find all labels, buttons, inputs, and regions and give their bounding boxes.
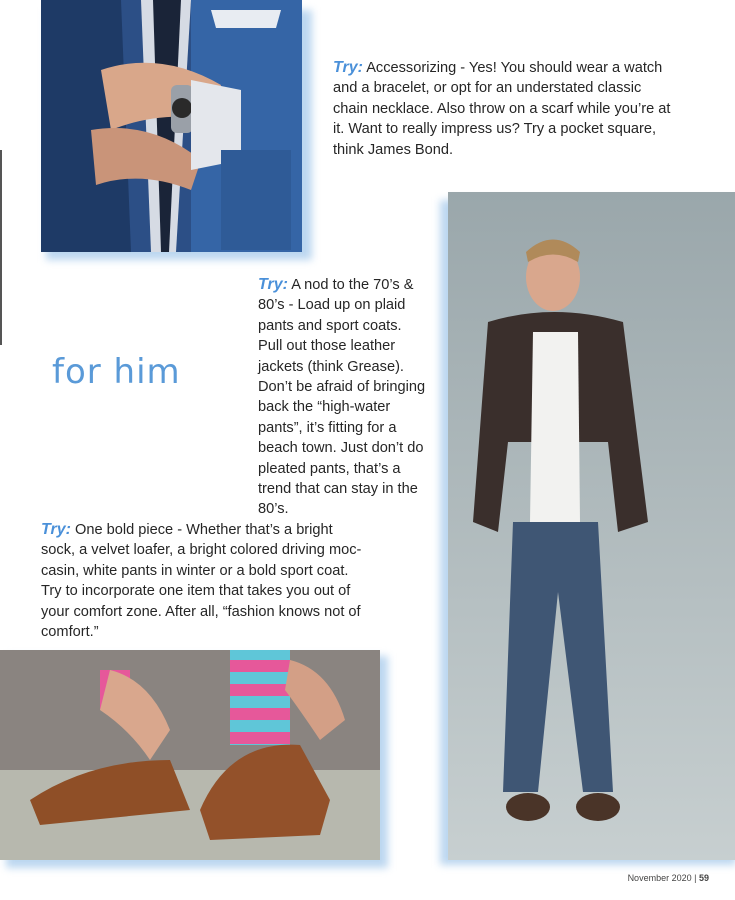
page-heading: for him xyxy=(52,352,181,392)
seventies-eighties-paragraph xyxy=(258,275,428,520)
page-edge-divider xyxy=(0,150,2,345)
leather-jacket-man-photo xyxy=(448,192,735,860)
bold-piece-paragraph xyxy=(41,520,369,642)
page-number: 59 xyxy=(698,873,709,883)
bold-piece-text: One bold piece - Whether that’s a bright sock, a velvet loafer, a bright colored driving moc-casin, white pants in winter or a bold sport coat. Try to incorporate one item that takes you out of your comfort zone. After all, “fashion knows not of comfort.” xyxy=(41,522,362,641)
accessorizing-text: Accessorizing - Yes! You should wear a watch and a bracelet, or opt for an understated classic chain necklace. Also throw on a scarf while you’re at it. Want to really impress us? Try a pocket square, think James Bond. xyxy=(333,60,671,158)
suit-watch-photo xyxy=(41,0,302,252)
striped-socks-shoes-photo xyxy=(0,650,380,860)
seventies-eighties-text: A nod to the 70’s & 80’s - Load up on plaid pants and sport coats. Pull out those leather jackets (think Grease). Don’t be afraid of bringing back the “high-water pants”, it’s fitting for a beach town. Just don’t do pleated pants, that’s a trend that can stay in the 80’s. xyxy=(258,277,426,518)
accessorizing-paragraph xyxy=(333,58,678,160)
page-footer xyxy=(628,873,709,883)
footer-separator: | xyxy=(694,873,697,883)
try-label: Try: xyxy=(333,59,363,76)
try-label: Try: xyxy=(41,521,71,538)
issue-date: November 2020 xyxy=(627,873,692,883)
try-label: Try: xyxy=(258,276,288,293)
